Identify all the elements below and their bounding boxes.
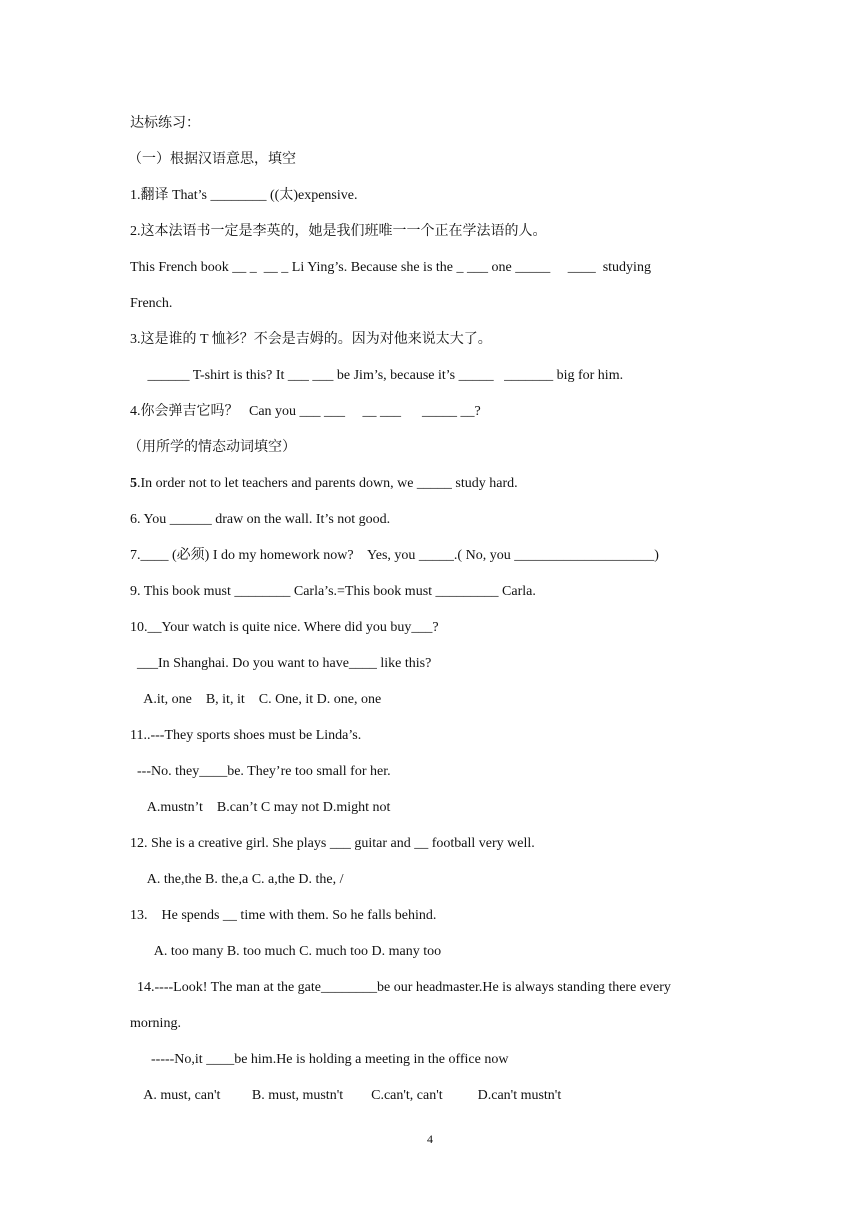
question-11-reply: ---No. they____be. They’re too small for her.: [130, 764, 391, 779]
question-14-options: A. must, can't B. must, mustn't C.can't, can't D.can't mustn't: [130, 1088, 562, 1103]
question-5: [130, 475, 518, 493]
question-13: 13. He spends __ time with them. So he falls behind.: [130, 908, 437, 923]
question-1: 1.翻译 That’s ________ ((太)expensive.: [130, 188, 358, 203]
section-title: 达标练习：: [130, 116, 200, 131]
question-12: 12. She is a creative girl. She plays ___ guitar and __ football very well.: [130, 836, 535, 851]
question-5-text: .In order not to let teachers and parents down, we _____ study hard.: [137, 476, 518, 491]
question-14-prompt-cont: morning.: [130, 1016, 181, 1031]
question-12-options: A. the,the B. the,a C. a,the D. the, /: [130, 872, 344, 887]
question-13-options: A. too many B. too much C. much too D. many too: [130, 944, 442, 959]
question-11-options: A.mustn’t B.can’t C may not D.might not: [130, 800, 391, 815]
question-9: 9. This book must ________ Carla’s.=This book must _________ Carla.: [130, 584, 536, 599]
question-11-prompt: 11..---They sports shoes must be Linda’s.: [130, 728, 362, 743]
modal-instruction: （用所学的情态动词填空）: [128, 440, 296, 455]
question-10-options: A.it, one B, it, it C. One, it D. one, one: [130, 692, 382, 707]
question-10-prompt: 10.__Your watch is quite nice. Where did you buy___?: [130, 620, 439, 635]
question-2-chinese: 2.这本法语书一定是李英的，她是我们班唯一一个正在学法语的人。: [130, 224, 547, 239]
question-14-reply: -----No,it ____be him.He is holding a meeting in the office now: [130, 1052, 509, 1067]
question-10-reply: ___In Shanghai. Do you want to have____ like this?: [130, 656, 432, 671]
part-one-heading: （一）根据汉语意思，填空: [128, 152, 296, 167]
question-5-number: 5: [130, 476, 137, 491]
question-6: 6. You ______ draw on the wall. It’s not good.: [130, 512, 391, 527]
question-7: 7.____ (必须) I do my homework now? Yes, you _____.( No, you ____________________): [130, 548, 659, 563]
page-number: 4: [427, 1132, 433, 1146]
question-3-english: ______ T-shirt is this? It ___ ___ be Jim’s, because it’s _____ _______ big for him.: [130, 368, 624, 383]
question-14-prompt: 14.----Look! The man at the gate________be our headmaster.He is always standing there every: [130, 980, 671, 995]
question-3-chinese: 3.这是谁的 T 恤衫？不会是吉姆的。因为对他来说太大了。: [130, 332, 492, 347]
question-4: 4.你会弹吉它吗？ Can you ___ ___ __ ___ _____ __?: [130, 404, 481, 419]
question-2-english-cont: French.: [130, 296, 173, 311]
question-2-english: This French book __ _ __ _ Li Ying’s. Because she is the _ ___ one _____ ____ studying: [130, 260, 651, 275]
